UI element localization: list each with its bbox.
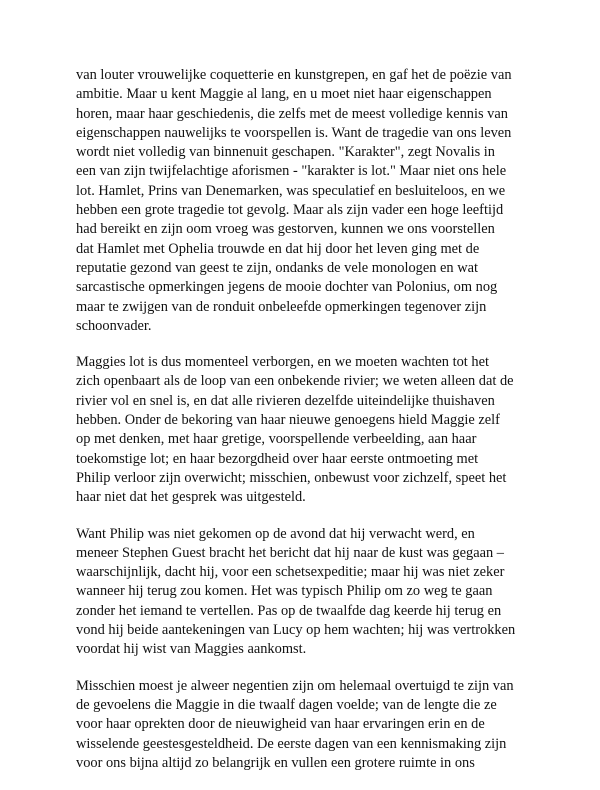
text-line: zonder het iemand te vertellen. Pas op de twaalfde dag keerde hij terug en	[76, 602, 502, 619]
text-line: voor haar oprekten door de nieuwigheid van haar ervaringen erin en de	[76, 716, 485, 733]
paragraph	[76, 677, 538, 773]
text-line: op met denken, met haar gretige, voorspellende verbeelding, aan haar	[76, 431, 477, 448]
text-line: de gevoelens die Maggie in die twaalf dagen voelde; van de lengte die ze	[76, 696, 497, 713]
text-line: waarschijnlijk, dacht hij, voor een schetsexpeditie; maar hij was niet zeker	[76, 564, 505, 581]
paragraph	[76, 525, 538, 660]
text-line: Misschien moest je alweer negentien zijn om helemaal overtuigd te zijn van	[76, 677, 514, 694]
text-line: maar te zwijgen van de ronduit onbeleefde opmerkingen tegenover zijn	[76, 298, 487, 315]
text-line: meneer Stephen Guest bracht het bericht dat hij naar de kust was gegaan –	[76, 544, 504, 561]
text-line: hebben een grote tragedie tot gevolg. Maar als zijn vader een hoge leeftijd	[76, 202, 504, 219]
text-line: wisselende geestesgesteldheid. De eerste dagen van een kennismaking zijn	[76, 735, 507, 752]
paragraph	[76, 353, 538, 507]
text-line: Maggies lot is dus momenteel verborgen, en we moeten wachten tot het	[76, 354, 489, 371]
text-line: voor ons bijna altijd zo belangrijk en vullen een grotere ruimte in ons	[76, 754, 475, 771]
text-line: hebben. Onder de bekoring van haar nieuwe genoegens hield Maggie zelf	[76, 412, 500, 429]
text-line: Want Philip was niet gekomen op de avond dat hij verwacht werd, en	[76, 525, 475, 542]
text-line: eigenschappen nauwelijks te voorspellen is. Want de tragedie van ons leven	[76, 124, 512, 141]
text-line: Philip verloor zijn overwicht; misschien, onbewust voor zichzelf, speet het	[76, 469, 507, 486]
text-line: ambitie. Maar u kent Maggie al lang, en u moet niet haar eigenschappen	[76, 86, 492, 103]
text-line: vond hij beide aantekeningen van Lucy op hem wachten; hij was vertrokken	[76, 622, 516, 639]
text-line: dat Hamlet met Ophelia trouwde en dat hij door het leven ging met de	[76, 240, 480, 257]
text-line: een van zijn twijfelachtige aforismen - "karakter is lot." Maar niet ons hele	[76, 163, 507, 180]
text-line: van louter vrouwelijke coquetterie en kunstgrepen, en gaf het de poëzie van	[76, 67, 512, 83]
text-line: wanneer hij terug zou komen. Het was typisch Philip om zo weg te gaan	[76, 583, 493, 600]
text-line: haar niet dat het gesprek was uitgesteld.	[76, 489, 306, 506]
text-line: voordat hij wist van Maggies aankomst.	[76, 641, 307, 658]
text-line: sarcastische opmerkingen jegens de mooie dochter van Polonius, om nog	[76, 279, 498, 296]
text-line: had bereikt en zijn oom vroeg was gestorven, kunnen we ons voorstellen	[76, 221, 495, 238]
text-line: wordt niet volledig van binnenuit geschapen. "Karakter", zegt Novalis in	[76, 144, 495, 161]
document-page	[76, 66, 538, 790]
text-line: zich openbaart als de loop van een onbekende rivier; we weten alleen dat de	[76, 373, 514, 390]
text-line: lot. Hamlet, Prins van Denemarken, was speculatief en besluiteloos, en we	[76, 182, 506, 199]
text-line: reputatie gezond van geest te zijn, ondanks de vele monologen en wat	[76, 259, 479, 276]
text-line: rivier vol en snel is, en dat alle rivieren dezelfde uiteindelijke thuishaven	[76, 392, 495, 409]
text-line: schoonvader.	[76, 317, 152, 334]
text-line: horen, maar haar geschiedenis, die zelfs met de meest volledige kennis van	[76, 105, 508, 122]
paragraph	[76, 66, 538, 336]
text-line: toekomstige lot; en haar bezorgdheid over haar eerste ontmoeting met	[76, 450, 479, 467]
